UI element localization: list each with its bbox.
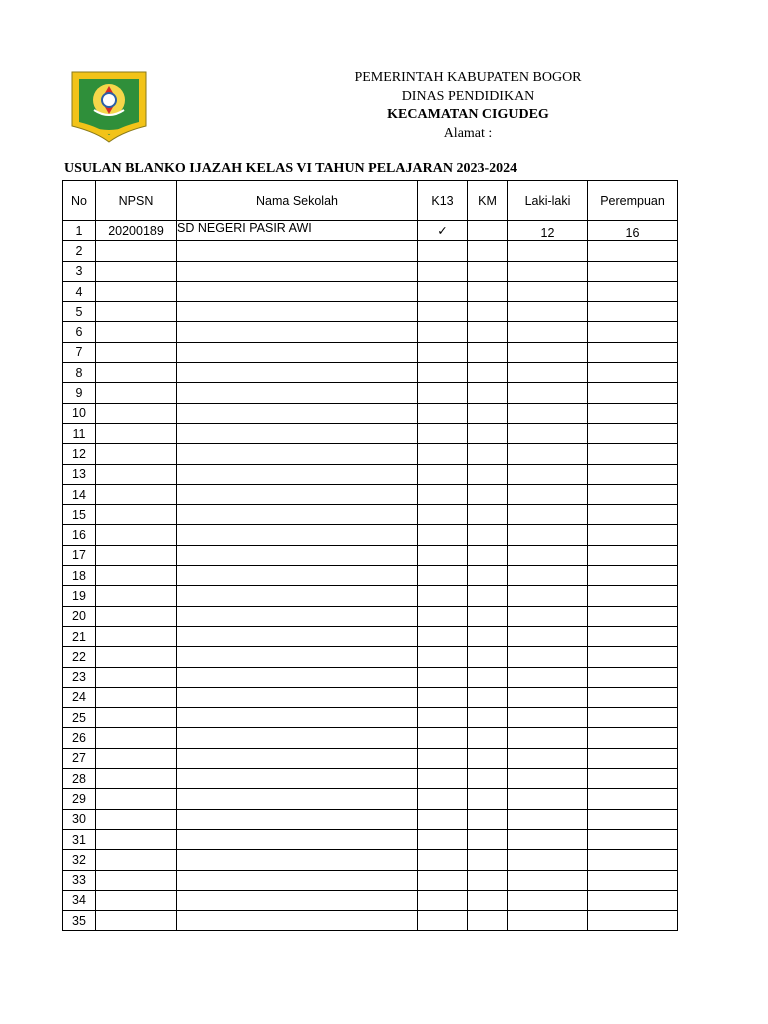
npsn-cell [96, 809, 177, 829]
npsn-cell [96, 484, 177, 504]
male-count-cell [508, 606, 588, 626]
female-count-cell [588, 728, 678, 748]
female-count-cell [588, 667, 678, 687]
school-name-cell [177, 728, 418, 748]
school-name-cell [177, 545, 418, 565]
table-row [63, 342, 678, 362]
km-cell [468, 748, 508, 768]
row-number: 34 [63, 890, 96, 910]
male-count-cell [508, 667, 588, 687]
male-count-cell [508, 281, 588, 301]
school-name-cell [177, 870, 418, 890]
school-name-cell [177, 241, 418, 261]
table-row [63, 241, 678, 261]
male-count-cell [508, 870, 588, 890]
npsn-cell [96, 566, 177, 586]
table-header-row [63, 181, 678, 221]
k13-cell [418, 667, 468, 687]
male-count-cell [508, 911, 588, 931]
npsn-cell [96, 444, 177, 464]
table-body [63, 221, 678, 931]
male-count-cell: 12 [508, 221, 588, 241]
school-name-cell [177, 505, 418, 525]
km-cell [468, 586, 508, 606]
k13-cell [418, 423, 468, 443]
npsn-cell [96, 708, 177, 728]
male-count-cell [508, 383, 588, 403]
npsn-cell [96, 281, 177, 301]
school-name-cell [177, 687, 418, 707]
female-count-cell [588, 444, 678, 464]
npsn-cell [96, 302, 177, 322]
male-count-cell [508, 708, 588, 728]
k13-cell [418, 525, 468, 545]
npsn-cell [96, 545, 177, 565]
male-count-cell [508, 647, 588, 667]
k13-cell [418, 566, 468, 586]
row-number: 6 [63, 322, 96, 342]
row-number: 14 [63, 484, 96, 504]
female-count-cell [588, 748, 678, 768]
table-row [63, 505, 678, 525]
k13-cell [418, 363, 468, 383]
npsn-cell [96, 342, 177, 362]
school-name-cell [177, 383, 418, 403]
row-number: 4 [63, 281, 96, 301]
npsn-cell [96, 911, 177, 931]
km-cell [468, 769, 508, 789]
km-cell [468, 890, 508, 910]
row-number: 30 [63, 809, 96, 829]
km-cell [468, 870, 508, 890]
table-row [63, 890, 678, 910]
male-count-cell [508, 748, 588, 768]
npsn-cell [96, 626, 177, 646]
row-number: 20 [63, 606, 96, 626]
k13-cell [418, 444, 468, 464]
row-number: 15 [63, 505, 96, 525]
km-cell [468, 606, 508, 626]
school-name-cell [177, 261, 418, 281]
npsn-cell [96, 241, 177, 261]
km-cell [468, 261, 508, 281]
km-cell [468, 566, 508, 586]
department-name: DINAS PENDIDIKAN [401, 88, 535, 104]
k13-cell [418, 586, 468, 606]
km-cell [468, 464, 508, 484]
school-name-cell [177, 444, 418, 464]
km-cell [468, 626, 508, 646]
male-count-cell [508, 423, 588, 443]
k13-cell [418, 911, 468, 931]
bogor-regency-emblem-icon [70, 70, 148, 144]
npsn-cell [96, 769, 177, 789]
female-count-cell [588, 403, 678, 423]
npsn-cell [96, 687, 177, 707]
npsn-cell [96, 363, 177, 383]
row-number: 27 [63, 748, 96, 768]
km-cell [468, 708, 508, 728]
npsn-cell [96, 890, 177, 910]
female-count-cell [588, 870, 678, 890]
female-count-cell [588, 566, 678, 586]
npsn-cell [96, 525, 177, 545]
school-name-cell [177, 667, 418, 687]
female-count-cell [588, 850, 678, 870]
row-number: 24 [63, 687, 96, 707]
k13-cell [418, 261, 468, 281]
k13-cell [418, 484, 468, 504]
female-count-cell [588, 911, 678, 931]
male-count-cell [508, 850, 588, 870]
km-cell [468, 403, 508, 423]
school-name-cell [177, 890, 418, 910]
school-name-cell [177, 464, 418, 484]
npsn-cell [96, 261, 177, 281]
female-count-cell [588, 687, 678, 707]
school-name-cell [177, 342, 418, 362]
table-row [63, 911, 678, 931]
row-number: 23 [63, 667, 96, 687]
k13-cell [418, 829, 468, 849]
km-cell [468, 221, 508, 241]
npsn-cell [96, 789, 177, 809]
table-row [63, 281, 678, 301]
km-cell [468, 383, 508, 403]
row-number: 8 [63, 363, 96, 383]
male-count-cell [508, 342, 588, 362]
table-row [63, 586, 678, 606]
col-header-perempuan: Perempuan [588, 181, 678, 221]
row-number: 12 [63, 444, 96, 464]
row-number: 25 [63, 708, 96, 728]
female-count-cell [588, 586, 678, 606]
npsn-cell: 20200189 [96, 221, 177, 241]
k13-cell [418, 342, 468, 362]
row-number: 19 [63, 586, 96, 606]
proposal-table [62, 180, 678, 931]
male-count-cell [508, 769, 588, 789]
female-count-cell [588, 890, 678, 910]
school-name-cell [177, 829, 418, 849]
k13-cell [418, 870, 468, 890]
table-row [63, 322, 678, 342]
table-row [63, 687, 678, 707]
table-row [63, 363, 678, 383]
female-count-cell: 16 [588, 221, 678, 241]
row-number: 17 [63, 545, 96, 565]
female-count-cell [588, 383, 678, 403]
school-name-cell [177, 850, 418, 870]
district-name: KECAMATAN CIGUDEG [387, 107, 549, 122]
table-row [63, 708, 678, 728]
row-number: 28 [63, 769, 96, 789]
school-name-cell [177, 363, 418, 383]
k13-cell [418, 850, 468, 870]
document-title: USULAN BLANKO IJAZAH KELAS VI TAHUN PELAJARAN 2023-2024 [64, 161, 518, 176]
npsn-cell [96, 464, 177, 484]
km-cell [468, 484, 508, 504]
row-number: 35 [63, 911, 96, 931]
table-row [63, 606, 678, 626]
k13-cell [418, 728, 468, 748]
school-name-cell [177, 302, 418, 322]
school-name-cell [177, 809, 418, 829]
female-count-cell [588, 606, 678, 626]
female-count-cell [588, 261, 678, 281]
female-count-cell [588, 525, 678, 545]
npsn-cell [96, 850, 177, 870]
male-count-cell [508, 505, 588, 525]
female-count-cell [588, 647, 678, 667]
government-name: PEMERINTAH KABUPATEN BOGOR [354, 70, 582, 85]
table-row [63, 870, 678, 890]
row-number: 11 [63, 423, 96, 443]
female-count-cell [588, 505, 678, 525]
male-count-cell [508, 789, 588, 809]
row-number: 18 [63, 566, 96, 586]
km-cell [468, 545, 508, 565]
school-name-cell [177, 769, 418, 789]
male-count-cell [508, 890, 588, 910]
k13-cell: ✓ [418, 221, 468, 241]
row-number: 1 [63, 221, 96, 241]
k13-cell [418, 505, 468, 525]
female-count-cell [588, 545, 678, 565]
table-row [63, 302, 678, 322]
npsn-cell [96, 748, 177, 768]
row-number: 22 [63, 647, 96, 667]
k13-cell [418, 241, 468, 261]
col-header-nama-sekolah: Nama Sekolah [177, 181, 418, 221]
female-count-cell [588, 708, 678, 728]
km-cell [468, 363, 508, 383]
female-count-cell [588, 241, 678, 261]
km-cell [468, 667, 508, 687]
table-row [63, 809, 678, 829]
male-count-cell [508, 302, 588, 322]
school-name-cell [177, 911, 418, 931]
km-cell [468, 809, 508, 829]
col-header-k13: K13 [418, 181, 468, 221]
row-number: 21 [63, 626, 96, 646]
male-count-cell [508, 687, 588, 707]
table-row [63, 667, 678, 687]
km-cell [468, 423, 508, 443]
female-count-cell [588, 484, 678, 504]
km-cell [468, 322, 508, 342]
male-count-cell [508, 809, 588, 829]
female-count-cell [588, 829, 678, 849]
table-row [63, 525, 678, 545]
table-row [63, 769, 678, 789]
table-row [63, 444, 678, 464]
km-cell [468, 789, 508, 809]
row-number: 9 [63, 383, 96, 403]
male-count-cell [508, 586, 588, 606]
male-count-cell [508, 525, 588, 545]
k13-cell [418, 748, 468, 768]
table-row [63, 221, 678, 241]
male-count-cell [508, 626, 588, 646]
km-cell [468, 342, 508, 362]
npsn-cell [96, 728, 177, 748]
male-count-cell [508, 363, 588, 383]
row-number: 7 [63, 342, 96, 362]
npsn-cell [96, 505, 177, 525]
male-count-cell [508, 261, 588, 281]
k13-cell [418, 626, 468, 646]
npsn-cell [96, 829, 177, 849]
npsn-cell [96, 647, 177, 667]
male-count-cell [508, 464, 588, 484]
km-cell [468, 525, 508, 545]
school-name-cell [177, 647, 418, 667]
table-row [63, 728, 678, 748]
k13-cell [418, 769, 468, 789]
school-name-cell [177, 403, 418, 423]
k13-cell [418, 687, 468, 707]
school-name-cell [177, 484, 418, 504]
row-number: 10 [63, 403, 96, 423]
k13-cell [418, 890, 468, 910]
male-count-cell [508, 545, 588, 565]
table-row [63, 829, 678, 849]
male-count-cell [508, 829, 588, 849]
school-name-cell: SD NEGERI PASIR AWI [177, 221, 418, 241]
km-cell [468, 505, 508, 525]
row-number: 33 [63, 870, 96, 890]
female-count-cell [588, 302, 678, 322]
table-row [63, 850, 678, 870]
col-header-laki-laki: Laki-laki [508, 181, 588, 221]
table-row [63, 261, 678, 281]
km-cell [468, 911, 508, 931]
k13-cell [418, 383, 468, 403]
female-count-cell [588, 809, 678, 829]
npsn-cell [96, 606, 177, 626]
k13-cell [418, 789, 468, 809]
table-row [63, 626, 678, 646]
k13-cell [418, 281, 468, 301]
male-count-cell [508, 241, 588, 261]
row-number: 32 [63, 850, 96, 870]
female-count-cell [588, 342, 678, 362]
km-cell [468, 302, 508, 322]
row-number: 5 [63, 302, 96, 322]
npsn-cell [96, 870, 177, 890]
female-count-cell [588, 423, 678, 443]
school-name-cell [177, 748, 418, 768]
table-row [63, 566, 678, 586]
female-count-cell [588, 769, 678, 789]
k13-cell [418, 403, 468, 423]
k13-cell [418, 545, 468, 565]
row-number: 29 [63, 789, 96, 809]
k13-cell [418, 302, 468, 322]
female-count-cell [588, 626, 678, 646]
table-row [63, 545, 678, 565]
school-name-cell [177, 423, 418, 443]
male-count-cell [508, 403, 588, 423]
km-cell [468, 829, 508, 849]
school-name-cell [177, 708, 418, 728]
address-label: Alamat : [443, 125, 493, 141]
male-count-cell [508, 484, 588, 504]
row-number: 26 [63, 728, 96, 748]
col-header-km: KM [468, 181, 508, 221]
table-row [63, 403, 678, 423]
male-count-cell [508, 566, 588, 586]
female-count-cell [588, 281, 678, 301]
km-cell [468, 241, 508, 261]
table-row [63, 423, 678, 443]
school-name-cell [177, 586, 418, 606]
km-cell [468, 444, 508, 464]
col-header-no: No [63, 181, 96, 221]
table-row [63, 484, 678, 504]
female-count-cell [588, 464, 678, 484]
km-cell [468, 647, 508, 667]
male-count-cell [508, 444, 588, 464]
table-row [63, 647, 678, 667]
k13-cell [418, 809, 468, 829]
npsn-cell [96, 423, 177, 443]
male-count-cell [508, 728, 588, 748]
table-row [63, 789, 678, 809]
row-number: 3 [63, 261, 96, 281]
k13-cell [418, 606, 468, 626]
km-cell [468, 281, 508, 301]
letterhead [250, 69, 686, 143]
npsn-cell [96, 667, 177, 687]
table-row [63, 464, 678, 484]
table-row [63, 383, 678, 403]
male-count-cell [508, 322, 588, 342]
school-name-cell [177, 606, 418, 626]
table-row [63, 748, 678, 768]
female-count-cell [588, 363, 678, 383]
row-number: 31 [63, 829, 96, 849]
k13-cell [418, 464, 468, 484]
school-name-cell [177, 789, 418, 809]
k13-cell [418, 647, 468, 667]
k13-cell [418, 322, 468, 342]
km-cell [468, 728, 508, 748]
school-name-cell [177, 566, 418, 586]
km-cell [468, 850, 508, 870]
col-header-npsn: NPSN [96, 181, 177, 221]
school-name-cell [177, 281, 418, 301]
school-name-cell [177, 626, 418, 646]
row-number: 2 [63, 241, 96, 261]
female-count-cell [588, 789, 678, 809]
school-name-cell [177, 525, 418, 545]
school-name-cell [177, 322, 418, 342]
female-count-cell [588, 322, 678, 342]
row-number: 13 [63, 464, 96, 484]
k13-cell [418, 708, 468, 728]
npsn-cell [96, 403, 177, 423]
km-cell [468, 687, 508, 707]
npsn-cell [96, 322, 177, 342]
npsn-cell [96, 586, 177, 606]
npsn-cell [96, 383, 177, 403]
row-number: 16 [63, 525, 96, 545]
